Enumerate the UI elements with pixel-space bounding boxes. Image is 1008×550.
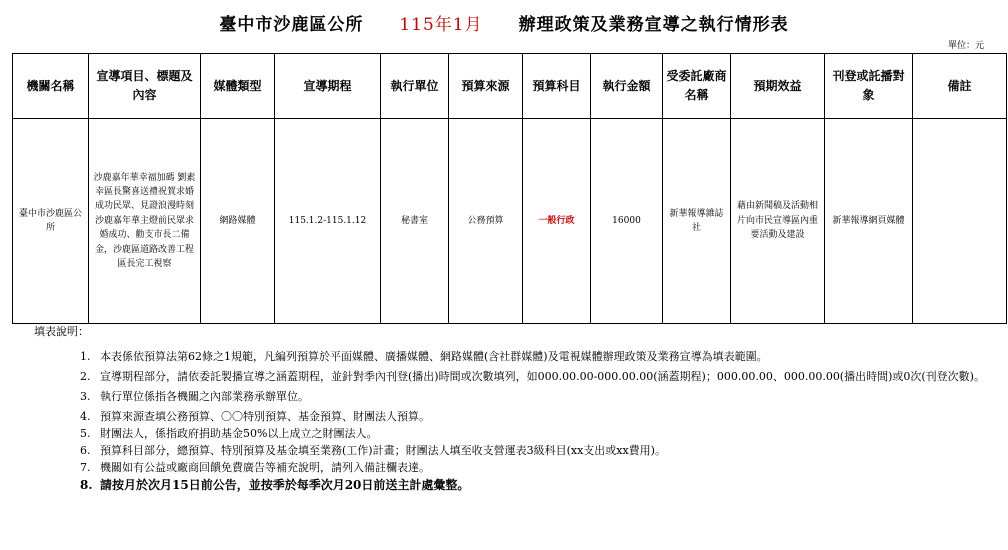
note-item bbox=[80, 408, 1000, 425]
title-subject: 辦理政策及業務宣導之執行情形表 bbox=[518, 15, 789, 35]
note-number: 1. bbox=[80, 350, 91, 363]
execution-table bbox=[12, 53, 1007, 324]
note-text: 機關如有公益或廠商回饋免費廣告等補充說明，請列入備註欄表達。 bbox=[100, 461, 430, 475]
note-text: 本表係依預算法第62條之1規範，凡編列預算於平面媒體、廣播媒體、網路媒體(含社群媒體)及電視媒體辦理政策及業務宣導為填表範圍。 bbox=[100, 350, 768, 363]
title-agency: 臺中市沙鹿區公所 bbox=[219, 15, 364, 35]
cell-unit: 秘書室 bbox=[381, 119, 449, 324]
header-amount: 執行金額 bbox=[591, 54, 663, 119]
page-title bbox=[0, 10, 1008, 35]
note-number: 4. bbox=[80, 410, 91, 424]
note-item bbox=[80, 425, 1000, 442]
note-number: 3. bbox=[80, 390, 91, 404]
cell-amount: 16000 bbox=[591, 119, 663, 324]
cell-vendor: 新華報導雜誌社 bbox=[663, 119, 731, 324]
header-media-type: 媒體類型 bbox=[201, 54, 275, 119]
table-row bbox=[13, 119, 1007, 324]
note-text: 請按月於次月15日前公告，並按季於每季次月20日前送主計處彙整。 bbox=[100, 478, 470, 493]
cell-topic: 沙鹿嘉年華幸福加碼 劉素幸區長驚喜送禮祝賀求婚成功民眾、見證浪漫時刻 沙鹿嘉年華主燈前民眾求婚成功、勸支市長二備金，沙鹿區道路改善工程區長完工視察 bbox=[89, 119, 201, 324]
notes-title: 填表說明： bbox=[34, 325, 89, 338]
note-number: 8. bbox=[80, 478, 93, 493]
table-header-row bbox=[13, 54, 1007, 119]
note-item bbox=[80, 459, 1000, 476]
note-item bbox=[80, 442, 1000, 459]
header-effect: 預期效益 bbox=[731, 54, 825, 119]
cell-period: 115.1.2-115.1.12 bbox=[275, 119, 381, 324]
note-text: 宣導期程部分，請依委託製播宣導之涵蓋期程，並針對季內刊登(播出)時間或次數填列，如000.00.00-000.00.00(涵蓋期程)；000.00.00、000.00.00(播出時間)或0次(刊登次數)。 bbox=[100, 370, 985, 384]
header-vendor: 受委託廠商名稱 bbox=[663, 54, 731, 119]
header-budget-source: 預算來源 bbox=[449, 54, 523, 119]
title-period: 115年1月 bbox=[399, 15, 483, 35]
cell-effect: 藉由新聞稿及活動相片向市民宣導區內重要活動及建設 bbox=[731, 119, 825, 324]
notes-list bbox=[80, 348, 1000, 495]
note-text: 執行單位係指各機關之內部業務承辦單位。 bbox=[100, 390, 309, 404]
header-target: 刊登或託播對象 bbox=[825, 54, 913, 119]
cell-media-type: 網路媒體 bbox=[201, 119, 275, 324]
cell-budget-source: 公務預算 bbox=[449, 119, 523, 324]
note-item bbox=[80, 368, 1000, 385]
note-item bbox=[80, 388, 1000, 405]
note-item bbox=[80, 476, 1000, 495]
note-number: 2. bbox=[80, 370, 91, 384]
note-text: 財團法人，係指政府捐助基金50%以上成立之財團法人。 bbox=[100, 427, 378, 441]
header-unit: 執行單位 bbox=[381, 54, 449, 119]
header-budget-item: 預算科目 bbox=[523, 54, 591, 119]
note-number: 7. bbox=[80, 461, 91, 475]
header-topic: 宣導項目、標題及內容 bbox=[89, 54, 201, 119]
note-item bbox=[80, 348, 1000, 365]
note-text: 預算科目部分，總預算、特別預算及基金填至業務(工作)計畫；財團法人填至收支營運表3級科目(xx支出或xx費用)。 bbox=[100, 444, 666, 458]
unit-label: 單位：元 bbox=[947, 41, 984, 51]
cell-agency: 臺中市沙鹿區公所 bbox=[13, 119, 89, 324]
note-number: 5. bbox=[80, 427, 91, 441]
note-number: 6. bbox=[80, 444, 91, 458]
header-period: 宣導期程 bbox=[275, 54, 381, 119]
header-agency: 機關名稱 bbox=[13, 54, 89, 119]
header-note: 備註 bbox=[913, 54, 1007, 119]
cell-note bbox=[913, 119, 1007, 324]
cell-budget-item: 一般行政 bbox=[523, 119, 591, 324]
cell-target: 新華報導網頁媒體 bbox=[825, 119, 913, 324]
note-text: 預算來源查填公務預算、〇〇特別預算、基金預算、財團法人預算。 bbox=[100, 410, 430, 424]
